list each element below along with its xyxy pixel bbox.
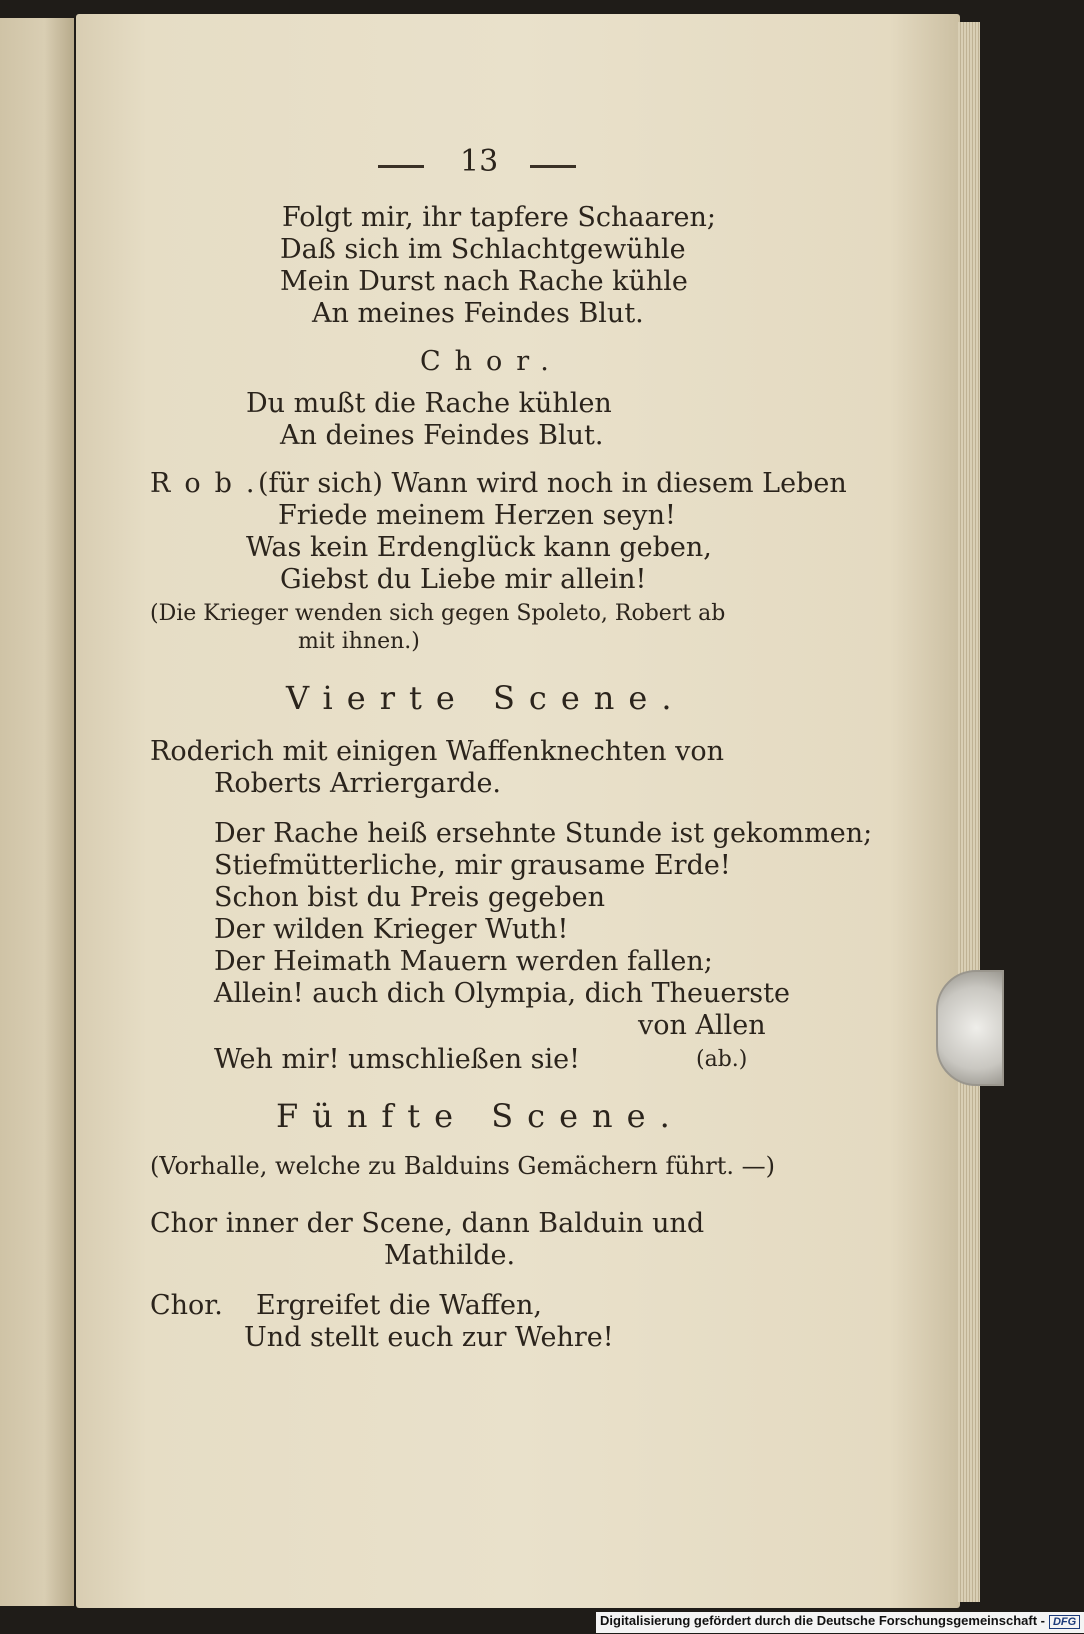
page-clip xyxy=(936,970,1004,1086)
speaker-chor: Chor. xyxy=(420,346,563,377)
verse-line: Folgt mir, ihr tapfere Schaaren; xyxy=(282,202,716,233)
verse-line: Was kein Erdenglück kann geben, xyxy=(246,532,712,563)
scene-title: Fünfte Scene. xyxy=(276,1097,684,1135)
verse-line: An meines Feindes Blut. xyxy=(312,298,644,329)
verse-line: (für sich) Wann wird noch in diesem Leben xyxy=(258,468,847,499)
stage-direction: (Vorhalle, welche zu Balduins Gemächern führt. —) xyxy=(150,1152,776,1180)
stage-direction: (ab.) xyxy=(696,1047,748,1072)
page-edges xyxy=(958,22,980,1602)
verse-line: Giebst du Liebe mir allein! xyxy=(280,564,647,595)
header-rule-left xyxy=(378,165,424,168)
left-page-edge xyxy=(0,18,74,1606)
verse-line: Der wilden Krieger Wuth! xyxy=(214,914,569,945)
verse-line: Der Heimath Mauern werden fallen; xyxy=(214,946,713,977)
verse-line: Du mußt die Rache kühlen xyxy=(246,388,612,419)
verse-line: Und stellt euch zur Wehre! xyxy=(244,1322,614,1353)
speaker-chor: Chor. xyxy=(150,1290,223,1321)
verse-line: Daß sich im Schlachtgewühle xyxy=(280,234,686,265)
verse-line: Allein! auch dich Olympia, dich Theuerste xyxy=(214,978,790,1009)
verse-line: Mein Durst nach Rache kühle xyxy=(280,266,688,297)
verse-line: Friede meinem Herzen seyn! xyxy=(278,500,676,531)
speaker-rob: Rob. xyxy=(150,468,269,499)
verse-line: Ergreifet die Waffen, xyxy=(256,1290,542,1321)
stage-direction: (Die Krieger wenden sich gegen Spoleto, Robert ab xyxy=(150,601,726,626)
verse-line: Schon bist du Preis gegeben xyxy=(214,882,605,913)
credit-text: Digitalisierung gefördert durch die Deutsche Forschungsgemeinschaft - xyxy=(600,1613,1045,1628)
stage-direction: mit ihnen.) xyxy=(298,629,420,654)
verse-line-continuation: von Allen xyxy=(638,1010,766,1041)
verse-line: Weh mir! umschließen sie! xyxy=(214,1044,580,1075)
scene-description: Chor inner der Scene, dann Balduin und xyxy=(150,1208,705,1239)
scene-description: Roberts Arriergarde. xyxy=(214,768,502,799)
page-number: 13 xyxy=(460,144,499,179)
scene-title: Vierte Scene. xyxy=(286,679,686,717)
verse-line: An deines Feindes Blut. xyxy=(280,420,604,451)
scene-description: Roderich mit einigen Waffenknechten von xyxy=(150,736,725,767)
header-rule-right xyxy=(530,165,576,168)
scene-description: Mathilde. xyxy=(384,1240,516,1271)
verse-line: Der Rache heiß ersehnte Stunde ist gekommen; xyxy=(214,818,873,849)
digitization-credit xyxy=(596,1612,1084,1633)
verse-line: Stiefmütterliche, mir grausame Erde! xyxy=(214,850,731,881)
dfg-logo: DFG xyxy=(1049,1615,1080,1629)
